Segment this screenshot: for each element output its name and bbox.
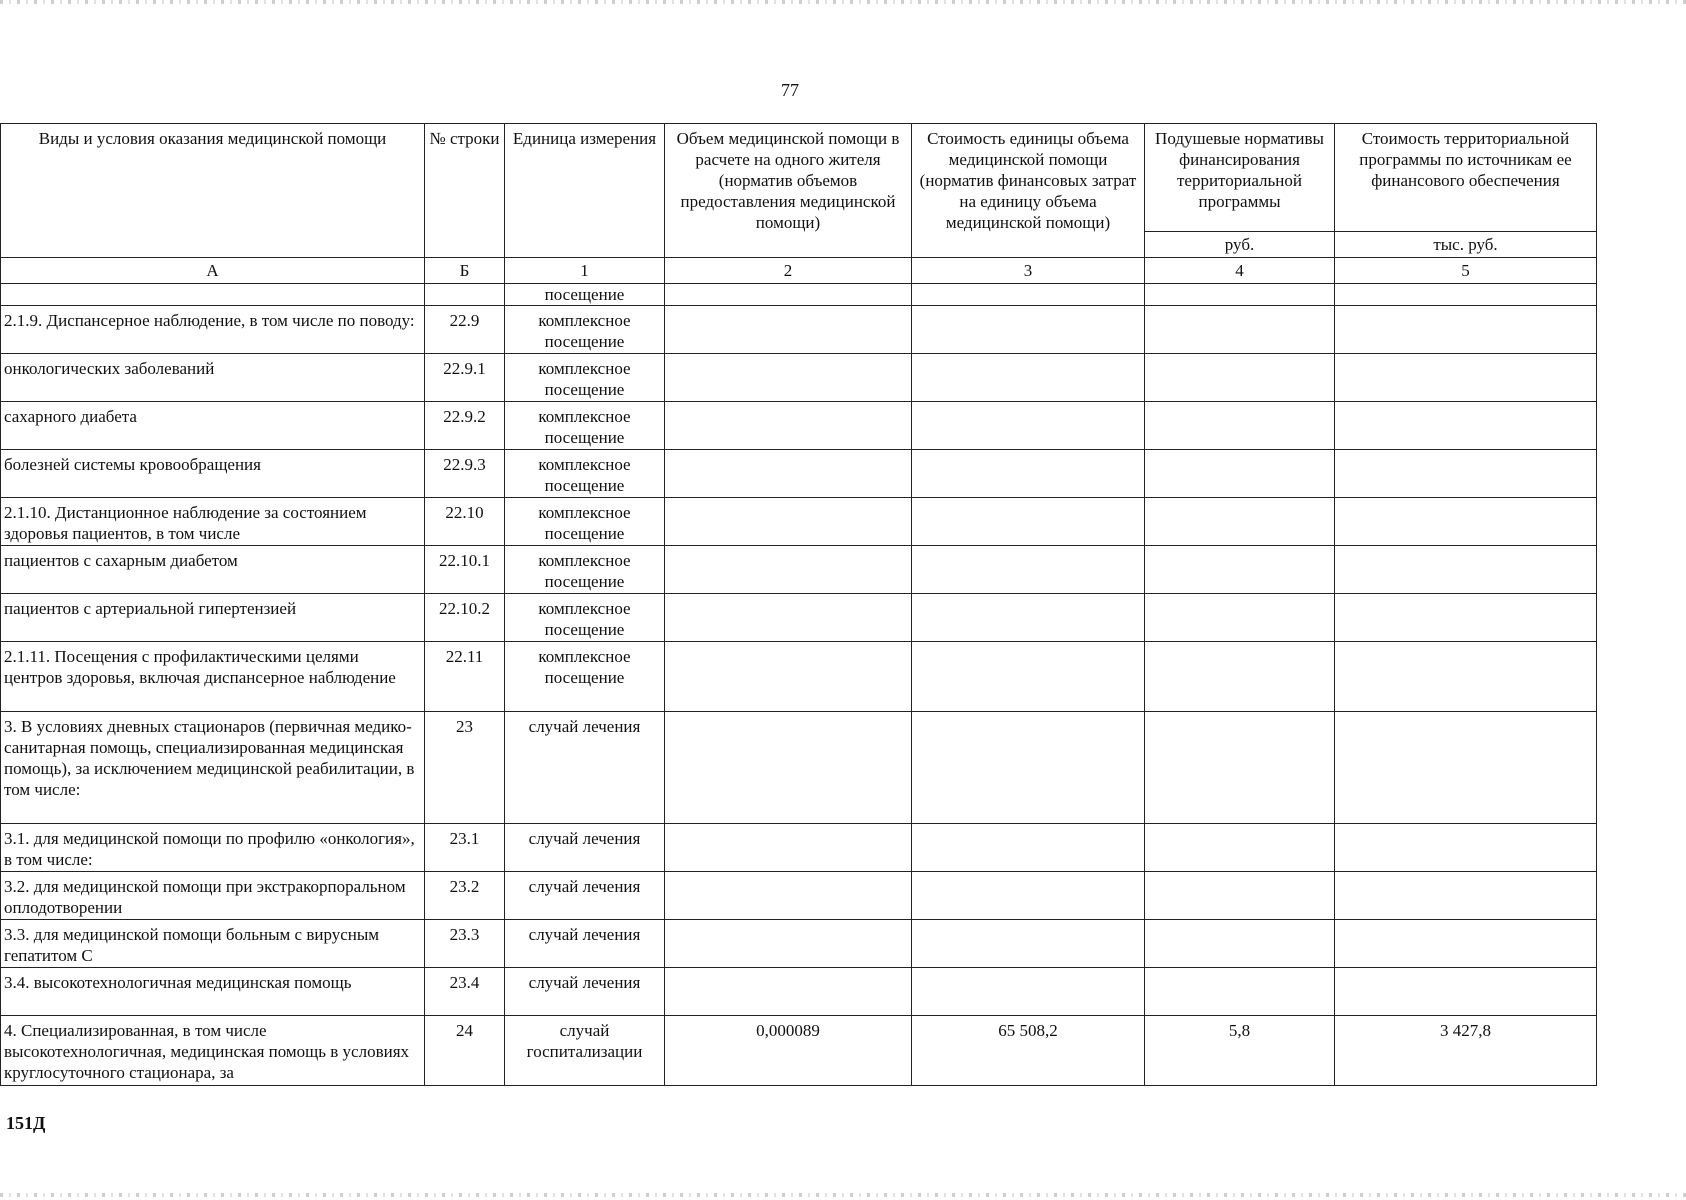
row-number: 23 (425, 712, 505, 824)
row-label: 3.1. для медицинской помощи по профилю «онкология», в том числе: (1, 824, 425, 872)
row-unit: комплексное посещение (505, 306, 665, 354)
row-program-cost (1335, 498, 1597, 546)
row-per-capita (1145, 498, 1335, 546)
row-volume (665, 712, 912, 824)
row-volume (665, 594, 912, 642)
row-volume (665, 450, 912, 498)
row-unit-cost (912, 594, 1145, 642)
row-number: 22.9 (425, 306, 505, 354)
row-unit-cost (912, 306, 1145, 354)
row-volume (665, 920, 912, 968)
row-volume (665, 498, 912, 546)
row-label: 3.4. высокотехнологичная медицинская помощь (1, 968, 425, 1016)
row-label (1, 284, 425, 306)
table-row (1, 968, 1597, 1016)
row-program-cost (1335, 712, 1597, 824)
row-number (425, 284, 505, 306)
row-program-cost (1335, 546, 1597, 594)
header-letter-2: 2 (665, 258, 912, 284)
row-label: сахарного диабета (1, 402, 425, 450)
row-volume (665, 968, 912, 1016)
header-letter-4: 4 (1145, 258, 1335, 284)
row-unit-cost (912, 712, 1145, 824)
row-program-cost (1335, 354, 1597, 402)
row-label: 3.2. для медицинской помощи при экстракорпоральном оплодотворении (1, 872, 425, 920)
row-label: 4. Специализированная, в том числе высокотехнологичная, медицинская помощь в условиях круглосуточного стационара, за (1, 1016, 425, 1086)
table-row (1, 920, 1597, 968)
row-number: 22.9.3 (425, 450, 505, 498)
row-per-capita (1145, 642, 1335, 712)
row-unit-cost (912, 402, 1145, 450)
row-program-cost: 3 427,8 (1335, 1016, 1597, 1086)
row-label: 2.1.9. Диспансерное наблюдение, в том числе по поводу: (1, 306, 425, 354)
row-number: 22.9.2 (425, 402, 505, 450)
row-number: 22.10 (425, 498, 505, 546)
header-letter-1: 1 (505, 258, 665, 284)
row-program-cost (1335, 306, 1597, 354)
row-per-capita (1145, 450, 1335, 498)
row-per-capita (1145, 284, 1335, 306)
scan-edge-bottom (0, 1193, 1686, 1197)
row-label: болезней системы кровообращения (1, 450, 425, 498)
row-program-cost (1335, 872, 1597, 920)
row-unit: случай лечения (505, 920, 665, 968)
scan-edge-top (0, 0, 1686, 4)
header-unit-5: тыс. руб. (1335, 232, 1597, 258)
row-unit: случай лечения (505, 968, 665, 1016)
row-unit: случай лечения (505, 872, 665, 920)
row-per-capita (1145, 306, 1335, 354)
row-unit: комплексное посещение (505, 546, 665, 594)
row-program-cost (1335, 284, 1597, 306)
row-label: онкологических заболеваний (1, 354, 425, 402)
row-unit-cost (912, 824, 1145, 872)
row-number: 22.10.1 (425, 546, 505, 594)
row-per-capita (1145, 872, 1335, 920)
row-per-capita: 5,8 (1145, 1016, 1335, 1086)
page-number: 77 (781, 80, 799, 100)
row-program-cost (1335, 594, 1597, 642)
row-unit: комплексное посещение (505, 594, 665, 642)
table-row (1, 1016, 1597, 1086)
row-program-cost (1335, 402, 1597, 450)
row-program-cost (1335, 824, 1597, 872)
row-label: 3. В условиях дневных стационаров (первичная медико-санитарная помощь, специализированная медицинская помощь), за исключением медицинской реабилитации, в том числе: (1, 712, 425, 824)
row-number: 22.11 (425, 642, 505, 712)
row-program-cost (1335, 968, 1597, 1016)
table-row (1, 712, 1597, 824)
row-volume: 0,000089 (665, 1016, 912, 1086)
row-volume (665, 642, 912, 712)
header-unit-4: руб. (1145, 232, 1335, 258)
table-row (1, 402, 1597, 450)
header-letter-a: А (1, 258, 425, 284)
row-per-capita (1145, 920, 1335, 968)
row-program-cost (1335, 920, 1597, 968)
row-unit: случай лечения (505, 824, 665, 872)
row-unit: посещение (505, 284, 665, 306)
row-unit-cost (912, 498, 1145, 546)
row-unit-cost: 65 508,2 (912, 1016, 1145, 1086)
table-body (1, 284, 1597, 1086)
header-col-2: Объем медицинской помощи в расчете на одного жителя (норматив объемов предоставления медицинской помощи) (665, 124, 912, 258)
table-row (1, 450, 1597, 498)
table-row (1, 594, 1597, 642)
row-volume (665, 284, 912, 306)
footer-code: 151Д (6, 1113, 46, 1133)
row-unit-cost (912, 642, 1145, 712)
table-row (1, 284, 1597, 306)
table-header (1, 124, 1597, 284)
header-col-4: Подушевые нормативы финансирования территориальной программы (1145, 124, 1335, 232)
row-unit: комплексное посещение (505, 642, 665, 712)
row-program-cost (1335, 450, 1597, 498)
row-number: 22.10.2 (425, 594, 505, 642)
row-program-cost (1335, 642, 1597, 712)
row-unit-cost (912, 920, 1145, 968)
row-per-capita (1145, 712, 1335, 824)
header-letter-5: 5 (1335, 258, 1597, 284)
row-unit: случай госпитализации (505, 1016, 665, 1086)
row-number: 23.4 (425, 968, 505, 1016)
row-number: 23.1 (425, 824, 505, 872)
table-row (1, 824, 1597, 872)
budget-table (0, 123, 1597, 1086)
table-row (1, 872, 1597, 920)
table-row (1, 642, 1597, 712)
row-unit: случай лечения (505, 712, 665, 824)
row-per-capita (1145, 594, 1335, 642)
table-row (1, 306, 1597, 354)
row-per-capita (1145, 968, 1335, 1016)
row-unit: комплексное посещение (505, 450, 665, 498)
row-label: 2.1.10. Дистанционное наблюдение за состоянием здоровья пациентов, в том числе (1, 498, 425, 546)
row-per-capita (1145, 824, 1335, 872)
row-label: пациентов с артериальной гипертензией (1, 594, 425, 642)
header-letter-3: 3 (912, 258, 1145, 284)
table-row (1, 354, 1597, 402)
row-per-capita (1145, 546, 1335, 594)
header-col-a: Виды и условия оказания медицинской помощи (1, 124, 425, 258)
table-row (1, 498, 1597, 546)
row-volume (665, 824, 912, 872)
row-number: 22.9.1 (425, 354, 505, 402)
table-row (1, 546, 1597, 594)
header-col-3: Стоимость единицы объема медицинской помощи (норматив финансовых затрат на единицу объема медицинской помощи) (912, 124, 1145, 258)
row-volume (665, 354, 912, 402)
row-number: 24 (425, 1016, 505, 1086)
row-per-capita (1145, 354, 1335, 402)
row-label: 3.3. для медицинской помощи больным с вирусным гепатитом С (1, 920, 425, 968)
row-label: пациентов с сахарным диабетом (1, 546, 425, 594)
row-volume (665, 306, 912, 354)
row-volume (665, 872, 912, 920)
row-volume (665, 402, 912, 450)
row-unit-cost (912, 354, 1145, 402)
row-number: 23.3 (425, 920, 505, 968)
header-letter-b: Б (425, 258, 505, 284)
row-unit-cost (912, 546, 1145, 594)
row-unit-cost (912, 872, 1145, 920)
row-unit: комплексное посещение (505, 498, 665, 546)
header-col-5: Стоимость территориальной программы по источникам ее финансового обеспечения (1335, 124, 1597, 232)
row-unit-cost (912, 284, 1145, 306)
row-unit-cost (912, 968, 1145, 1016)
header-col-1: Единица измерения (505, 124, 665, 258)
row-unit: комплексное посещение (505, 402, 665, 450)
row-per-capita (1145, 402, 1335, 450)
row-number: 23.2 (425, 872, 505, 920)
row-unit-cost (912, 450, 1145, 498)
header-col-b: № строки (425, 124, 505, 258)
row-unit: комплексное посещение (505, 354, 665, 402)
row-volume (665, 546, 912, 594)
row-label: 2.1.11. Посещения с профилактическими целями центров здоровья, включая диспансерное наблюдение (1, 642, 425, 712)
